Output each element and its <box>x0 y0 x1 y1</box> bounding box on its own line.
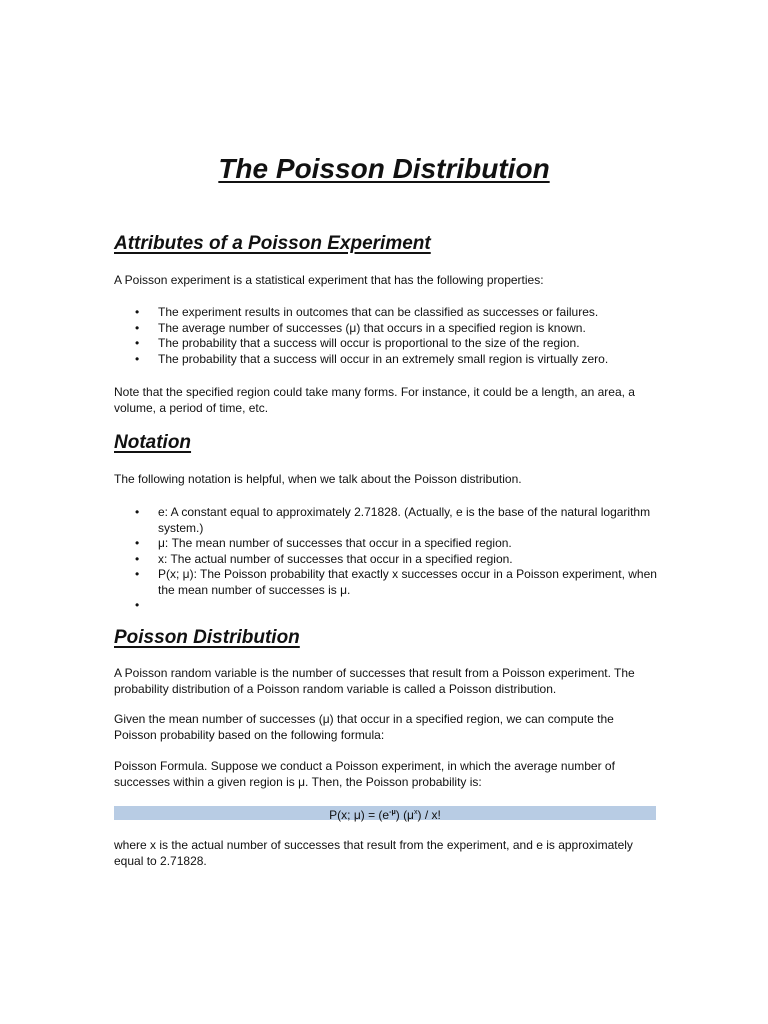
distribution-paragraph-3: Poisson Formula. Suppose we conduct a Poisson experiment, in which the average number of successes within a given region is μ. Then, the Poisson probability is: <box>114 759 615 789</box>
bullet-icon: • <box>135 320 140 335</box>
bullet-icon: • <box>135 598 140 612</box>
document-title: The Poisson Distribution <box>218 153 550 184</box>
formula-suffix: ) / x! <box>417 808 441 822</box>
notation-heading: Notation <box>114 432 192 453</box>
formula-exponent-2: x <box>413 809 418 816</box>
list-item <box>114 305 659 321</box>
list-item-text: The average number of successes (μ) that occurs in a specified region is known. <box>158 320 586 335</box>
list-item <box>114 536 659 552</box>
bullet-icon: • <box>135 336 140 350</box>
bullet-icon: • <box>135 305 140 319</box>
formula-middle: ) (μ <box>395 808 414 822</box>
attributes-intro: A Poisson experiment is a statistical experiment that has the following properties: <box>114 273 544 287</box>
list-item-text: The probability that a success will occur is proportional to the size of the region. <box>158 336 580 350</box>
formula-exponent-1: -μ <box>389 809 396 816</box>
bullet-icon: • <box>135 567 140 581</box>
distribution-paragraph-4: where x is the actual number of successes that result from the experiment, and e is approximately equal to 2.71828. <box>114 838 633 868</box>
attributes-note: Note that the specified region could take many forms. For instance, it could be a length, an area, a volume, a period of time, etc. <box>114 385 635 415</box>
list-item-text: μ: The mean number of successes that occur in a specified region. <box>158 536 512 550</box>
list-item <box>114 336 659 352</box>
formula-prefix: P(x; μ) = (e <box>329 808 390 822</box>
bullet-icon: • <box>135 536 140 550</box>
bullet-icon: • <box>135 351 140 366</box>
list-item <box>114 352 659 368</box>
list-item <box>114 321 659 337</box>
notation-list <box>114 505 659 614</box>
list-item-text: e: A constant equal to approximately 2.71828. (Actually, e is the base of the natural logarithm system.) <box>158 505 651 535</box>
distribution-paragraph-1: A Poisson random variable is the number of successes that result from a Poisson experiment. The probability distribution of a Poisson random variable is called a Poisson distribution. <box>114 666 635 696</box>
attributes-list <box>114 305 659 367</box>
attributes-heading: Attributes of a Poisson Experiment <box>114 233 431 254</box>
distribution-paragraph-2: Given the mean number of successes (μ) that occur in a specified region, we can compute the Poisson probability based on the following formula: <box>114 712 614 742</box>
notation-intro: The following notation is helpful, when we talk about the Poisson distribution. <box>114 472 522 486</box>
list-item-text: The experiment results in outcomes that can be classified as successes or failures. <box>158 305 599 319</box>
list-item <box>114 567 659 598</box>
distribution-heading: Poisson Distribution <box>114 627 300 648</box>
poisson-formula <box>114 806 656 820</box>
list-item-text: x: The actual number of successes that occur in a specified region. <box>158 551 513 566</box>
bullet-icon: • <box>135 505 140 519</box>
list-item-text: P(x; μ): The Poisson probability that exactly x successes occur in a Poisson experiment, when the mean number of successes is μ. <box>158 567 657 597</box>
list-item <box>114 505 659 536</box>
bullet-icon: • <box>135 551 140 566</box>
list-item <box>114 598 659 614</box>
list-item-text: The probability that a success will occur in an extremely small region is virtually zero. <box>158 351 609 366</box>
list-item <box>114 552 659 568</box>
